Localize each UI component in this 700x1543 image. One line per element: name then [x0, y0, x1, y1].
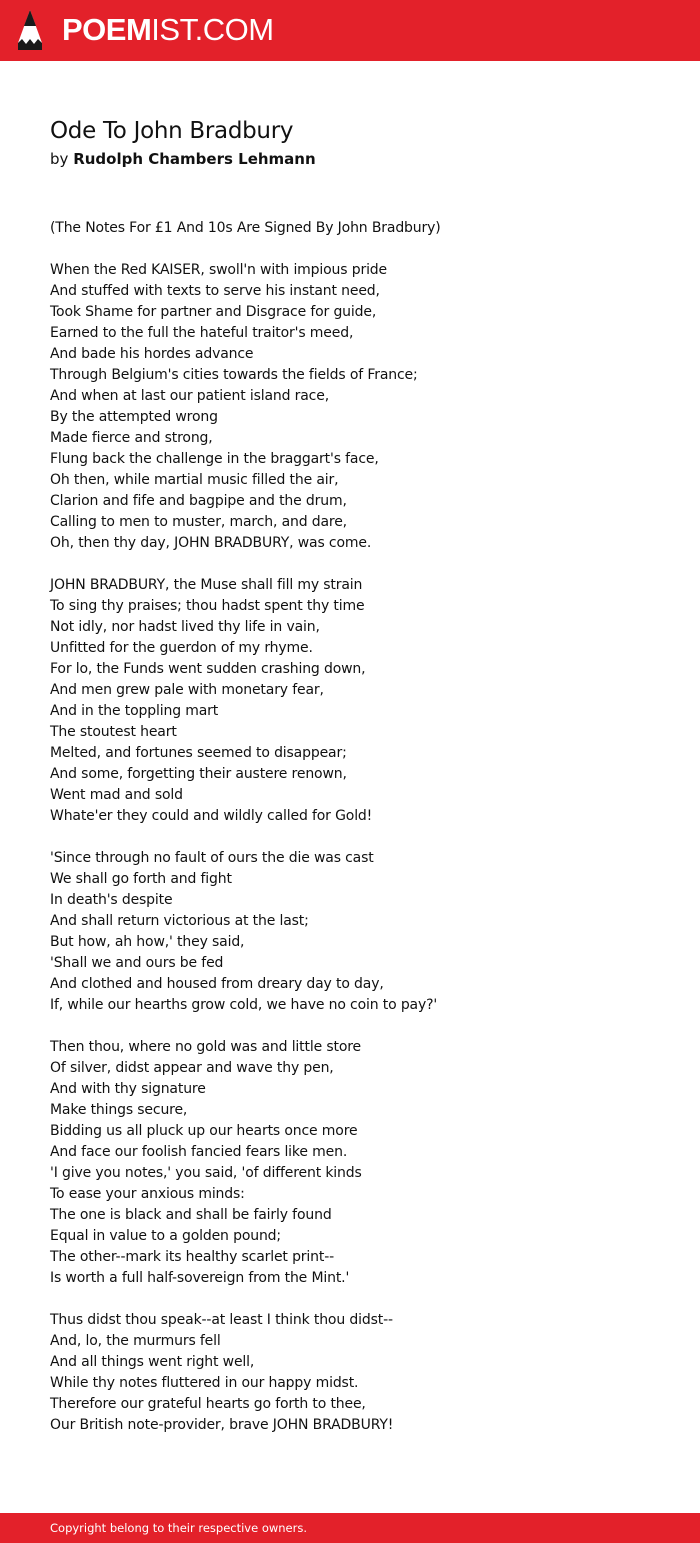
poem-line: Make things secure,: [50, 1102, 188, 1118]
stanza: [50, 260, 670, 554]
poem-line: Calling to men to muster, march, and dare,: [50, 514, 347, 530]
poem-line: Earned to the full the hateful traitor's meed,: [50, 325, 354, 341]
poem-line: And all things went right well,: [50, 1354, 255, 1370]
site-header: [0, 0, 700, 61]
poem-line: In death's despite: [50, 892, 173, 908]
poem-line: And face our foolish fancied fears like men.: [50, 1144, 348, 1160]
poem-body: [50, 218, 670, 1436]
poem-author: Rudolph Chambers Lehmann: [73, 150, 316, 168]
poem-line: Our British note-provider, brave JOHN BRADBURY!: [50, 1417, 394, 1433]
poem-line: The stoutest heart: [50, 724, 177, 740]
poem-line: And when at last our patient island race,: [50, 388, 329, 404]
poem-line: Flung back the challenge in the braggart's face,: [50, 451, 379, 467]
poem-line: To ease your anxious minds:: [50, 1186, 245, 1202]
stanza-gap: [50, 1016, 670, 1037]
poem-line: And in the toppling mart: [50, 703, 219, 719]
poem-line: Took Shame for partner and Disgrace for guide,: [50, 304, 377, 320]
poem-line: And some, forgetting their austere renown,: [50, 766, 347, 782]
poem-title: Ode To John Bradbury: [50, 118, 294, 144]
poem-line: Thus didst thou speak--at least I think thou didst--: [50, 1312, 393, 1328]
site-footer: [0, 1513, 700, 1543]
poem-line: Of silver, didst appear and wave thy pen,: [50, 1060, 334, 1076]
pencil-tip-icon[interactable]: [17, 9, 43, 51]
stanza: [50, 848, 670, 1016]
poem-line: And shall return victorious at the last;: [50, 913, 309, 929]
poem-line: And, lo, the murmurs fell: [50, 1333, 221, 1349]
poem-line: Made fierce and strong,: [50, 430, 213, 446]
poem-line: 'Shall we and ours be fed: [50, 955, 224, 971]
stanza: [50, 1310, 670, 1436]
poem-line: Is worth a full half-sovereign from the Mint.': [50, 1270, 350, 1286]
poem-line: Went mad and sold: [50, 787, 183, 803]
poem-line: Oh, then thy day, JOHN BRADBURY, was come.: [50, 535, 372, 551]
stanza-gap: [50, 239, 670, 260]
poem-line: Bidding us all pluck up our hearts once more: [50, 1123, 358, 1139]
stanza: [50, 575, 670, 827]
poem-line: Whate'er they could and wildly called for Gold!: [50, 808, 373, 824]
stanza: [50, 1037, 670, 1289]
poem-line: And with thy signature: [50, 1081, 206, 1097]
poem-line: And bade his hordes advance: [50, 346, 254, 362]
poem-line: 'I give you notes,' you said, 'of different kinds: [50, 1165, 362, 1181]
poem-line: The other--mark its healthy scarlet print--: [50, 1249, 335, 1265]
poem-line: To sing thy praises; thou hadst spent thy time: [50, 598, 365, 614]
by-label: by: [50, 150, 69, 168]
footer-copyright: Copyright belong to their respective owners.: [50, 1521, 308, 1535]
brand-bold-text: POEM: [62, 12, 152, 47]
poem-line: Through Belgium's cities towards the fields of France;: [50, 367, 418, 383]
poem-line: And clothed and housed from dreary day to day,: [50, 976, 384, 992]
poem-line: For lo, the Funds went sudden crashing down,: [50, 661, 366, 677]
stanza-gap: [50, 1289, 670, 1310]
poem-line: While thy notes fluttered in our happy midst.: [50, 1375, 359, 1391]
brand-light-text: IST.COM: [151, 12, 274, 47]
stanza-gap: [50, 827, 670, 848]
poem-line: Not idly, nor hadst lived thy life in vain,: [50, 619, 320, 635]
poem-line: Then thou, where no gold was and little store: [50, 1039, 362, 1055]
site-logo-text[interactable]: [62, 9, 274, 51]
poem-line: Clarion and fife and bagpipe and the drum,: [50, 493, 347, 509]
poem-line: Therefore our grateful hearts go forth to thee,: [50, 1396, 366, 1412]
poem-byline: [50, 148, 316, 170]
poem-line: JOHN BRADBURY, the Muse shall fill my strain: [50, 577, 363, 593]
poem-line: When the Red KAISER, swoll'n with impious pride: [50, 262, 388, 278]
poem-subtitle: (The Notes For £1 And 10s Are Signed By John Bradbury): [50, 220, 441, 236]
stanza-gap: [50, 554, 670, 575]
poem-line: Equal in value to a golden pound;: [50, 1228, 281, 1244]
poem-line: And men grew pale with monetary fear,: [50, 682, 324, 698]
poem-line: The one is black and shall be fairly found: [50, 1207, 332, 1223]
poem-line: If, while our hearths grow cold, we have no coin to pay?': [50, 997, 438, 1013]
poem-line: Unfitted for the guerdon of my rhyme.: [50, 640, 313, 656]
poem-line: And stuffed with texts to serve his instant need,: [50, 283, 380, 299]
poem-line: But how, ah how,' they said,: [50, 934, 245, 950]
poem-line: We shall go forth and fight: [50, 871, 232, 887]
poem-line: Melted, and fortunes seemed to disappear;: [50, 745, 347, 761]
poem-line: By the attempted wrong: [50, 409, 218, 425]
poem-line: 'Since through no fault of ours the die was cast: [50, 850, 374, 866]
poem-line: Oh then, while martial music filled the air,: [50, 472, 339, 488]
